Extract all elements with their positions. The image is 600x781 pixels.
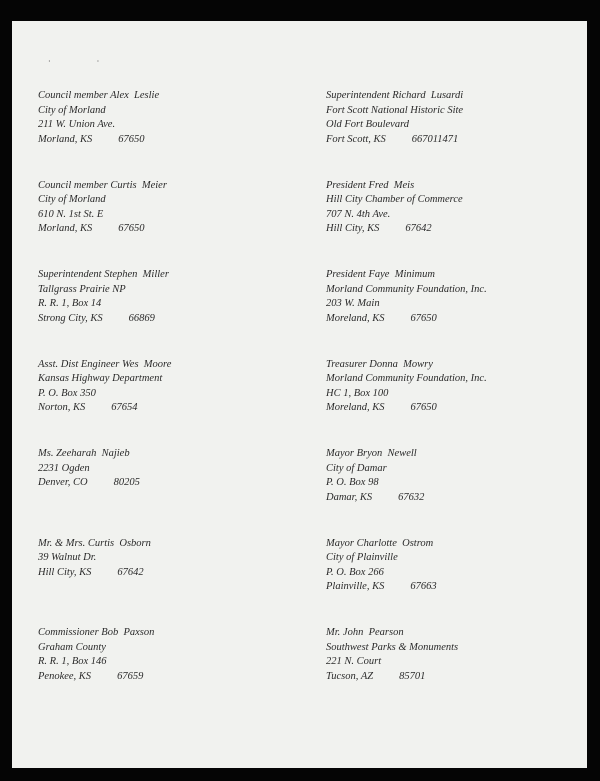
address-line: Kansas Highway Department (38, 373, 163, 384)
zip-code: 67650 (410, 402, 437, 413)
address-line: P. O. Box 98 (326, 477, 379, 488)
right-address-column (326, 89, 576, 716)
city-state: Penokee, KS (38, 670, 92, 682)
address-line: R. R. 1, Box 14 (38, 298, 102, 309)
zip-code: 67650 (118, 133, 145, 145)
address-line: Morland Community Foundation, Inc. (326, 373, 487, 384)
zip-code: 67663 (410, 581, 437, 592)
address-block (326, 447, 576, 537)
address-line: City of Plainville (326, 552, 398, 563)
city-state: Hill City, KS (38, 566, 92, 578)
address-block (38, 358, 288, 448)
paper-sheet (12, 21, 587, 768)
city-state-zip-line (38, 401, 288, 416)
city-state: Moreland, KS (326, 312, 385, 324)
city-state-zip-line (326, 312, 576, 327)
city-state-zip-line (326, 491, 576, 506)
paper-specks: · · (48, 57, 122, 66)
address-line: 39 Walnut Dr. (38, 552, 97, 563)
city-state: Fort Scott, KS (326, 133, 386, 145)
address-line: Treasurer Donna Mowry (326, 358, 433, 370)
address-block (38, 179, 288, 269)
address-line: R. R. 1, Box 146 (38, 656, 107, 667)
address-line: 610 N. 1st St. E (38, 208, 104, 220)
address-line: 707 N. 4th Ave. (326, 208, 391, 220)
city-state-zip-line (38, 566, 288, 581)
zip-code: 67659 (117, 670, 144, 682)
address-line: Mayor Charlotte Ostrom (326, 537, 434, 549)
address-line: 211 W. Union Ave. (38, 119, 116, 130)
address-line: City of Morland (38, 104, 106, 116)
address-block (326, 626, 576, 716)
address-block (326, 358, 576, 448)
city-state-zip-line (326, 401, 576, 416)
address-line: 203 W. Main (326, 298, 380, 309)
zip-code: 667011471 (411, 133, 459, 145)
address-block (38, 268, 288, 358)
address-line: President Fred Meis (326, 179, 415, 191)
city-state-zip-line (38, 222, 288, 237)
address-line: Superintendent Richard Lusardi (326, 90, 464, 101)
address-line: Council member Curtis Meier (38, 179, 167, 191)
zip-code: 67650 (410, 312, 437, 324)
address-line: Mayor Bryon Newell (326, 448, 417, 459)
zip-code: 67654 (111, 402, 138, 413)
city-state: Morland, KS (38, 223, 93, 234)
address-line: Southwest Parks & Monuments (326, 641, 459, 653)
address-line: HC 1, Box 100 (326, 387, 389, 399)
city-state-zip-line (326, 133, 576, 148)
address-line: Mr. John Pearson (326, 627, 404, 638)
city-state-zip-line (326, 670, 576, 685)
address-line: 221 N. Court (326, 656, 382, 667)
address-block (38, 89, 288, 179)
address-line: City of Damar (326, 462, 387, 474)
zip-code: 67650 (118, 223, 145, 234)
city-state: Hill City, KS (326, 223, 380, 234)
zip-code: 66869 (128, 312, 155, 324)
city-state-zip-line (38, 312, 288, 327)
zip-code: 80205 (113, 477, 140, 488)
address-block (326, 268, 576, 358)
address-block (326, 179, 576, 269)
address-block (38, 537, 288, 627)
city-state: Plainville, KS (326, 581, 385, 592)
address-block (326, 537, 576, 627)
address-line: Hill City Chamber of Commerce (326, 194, 463, 205)
zip-code: 67632 (398, 491, 425, 503)
city-state-zip-line (38, 670, 288, 685)
zip-code: 85701 (399, 670, 426, 682)
city-state: Strong City, KS (38, 312, 103, 324)
city-state: Moreland, KS (326, 402, 385, 413)
city-state-zip-line (326, 580, 576, 595)
city-state: Tucson, AZ (326, 670, 374, 682)
city-state: Damar, KS (326, 491, 373, 503)
address-line: Graham County (38, 641, 106, 653)
address-line: Council member Alex Leslie (38, 90, 160, 101)
address-line: Ms. Zeeharah Najieb (38, 448, 130, 459)
address-block (38, 447, 288, 537)
address-line: 2231 Ogden (38, 462, 90, 474)
address-block (326, 89, 576, 179)
zip-code: 67642 (405, 223, 432, 234)
address-line: P. O. Box 266 (326, 566, 384, 578)
city-state: Norton, KS (38, 402, 86, 413)
address-line: Fort Scott National Historic Site (326, 104, 464, 116)
address-line: Morland Community Foundation, Inc. (326, 283, 487, 295)
address-block (38, 626, 288, 716)
city-state: Morland, KS (38, 133, 93, 145)
city-state: Denver, CO (38, 477, 88, 488)
address-line: Tallgrass Prairie NP (38, 283, 126, 295)
address-line: Superintendent Stephen Miller (38, 269, 169, 280)
address-line: Mr. & Mrs. Curtis Osborn (38, 537, 151, 549)
city-state-zip-line (38, 476, 288, 491)
address-line: Asst. Dist Engineer Wes Moore (38, 358, 172, 370)
city-state-zip-line (326, 222, 576, 237)
city-state-zip-line (38, 133, 288, 148)
address-line: President Faye Minimum (326, 269, 435, 280)
address-line: P. O. Box 350 (38, 387, 96, 399)
address-line: Old Fort Boulevard (326, 119, 410, 130)
address-line: Commissioner Bob Paxson (38, 627, 155, 638)
left-address-column (38, 89, 288, 716)
zip-code: 67642 (117, 566, 144, 578)
address-line: City of Morland (38, 194, 106, 205)
